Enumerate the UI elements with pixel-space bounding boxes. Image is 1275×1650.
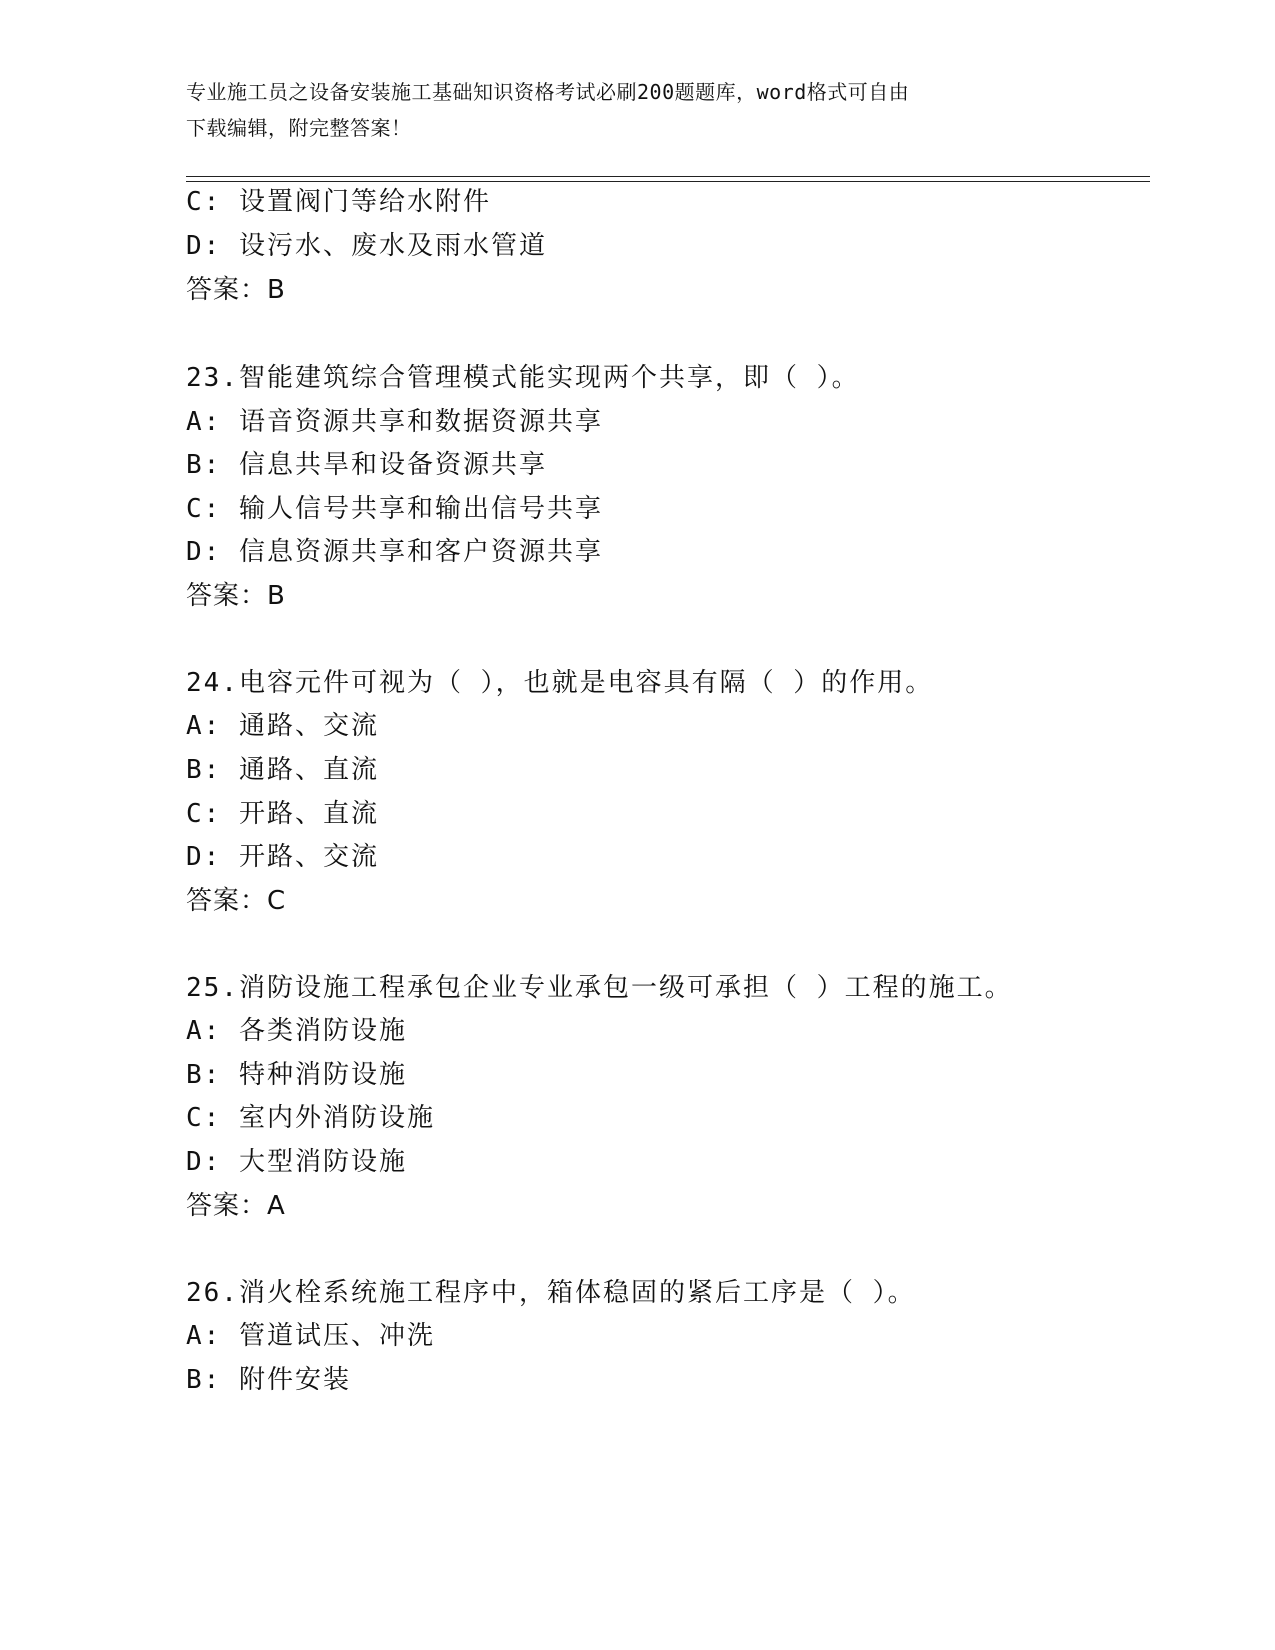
- q26-question: 26.消火栓系统施工程序中，箱体稳固的紧后工序是（ ）。: [186, 1278, 916, 1308]
- header-rule-top: [186, 176, 1150, 177]
- q24-option-d: D: 开路、交流: [186, 842, 379, 872]
- q23-option-b: B: 信息共旱和设备资源共享: [186, 450, 547, 480]
- q22-answer: 答案：B: [186, 275, 286, 305]
- q24-option-a: A: 通路、交流: [186, 711, 379, 741]
- q24-option-c: C: 开路、直流: [186, 799, 379, 829]
- q25-question: 25.消防设施工程承包企业专业承包一级可承担（ ）工程的施工。: [186, 973, 1013, 1003]
- q23-answer: 答案：B: [186, 581, 286, 611]
- header-line-1: 专业施工员之设备安装施工基础知识资格考试必刷200题题库，word格式可自由: [186, 80, 910, 104]
- q24-answer: 答案：C: [186, 886, 287, 916]
- q26-option-a: A: 管道试压、冲洗: [186, 1321, 435, 1351]
- q25-option-d: D: 大型消防设施: [186, 1147, 407, 1177]
- q24-question: 24.电容元件可视为（ ），也就是电容具有隔（ ）的作用。: [186, 668, 934, 698]
- q23-option-c: C: 输人信号共享和输出信号共享: [186, 494, 603, 524]
- q22-option-d: D: 设污水、废水及雨水管道: [186, 231, 547, 261]
- q26-option-b: B: 附件安装: [186, 1365, 351, 1395]
- q25-answer: 答案：A: [186, 1191, 286, 1221]
- q25-option-c: C: 室内外消防设施: [186, 1103, 435, 1133]
- q24-option-b: B: 通路、直流: [186, 755, 379, 785]
- header-rule-bottom: [186, 181, 1150, 182]
- document-header: [186, 74, 1066, 146]
- q25-option-a: A: 各类消防设施: [186, 1016, 407, 1046]
- header-line-2: 下载编辑，附完整答案！: [186, 116, 412, 140]
- q25-option-b: B: 特种消防设施: [186, 1060, 407, 1090]
- q23-option-d: D: 信息资源共享和客户资源共享: [186, 537, 603, 567]
- q23-question: 23.智能建筑综合管理模式能实现两个共享，即（ ）。: [186, 363, 860, 393]
- q23-option-a: A: 语音资源共享和数据资源共享: [186, 407, 603, 437]
- q22-option-c: C: 设置阀门等给水附件: [186, 187, 491, 217]
